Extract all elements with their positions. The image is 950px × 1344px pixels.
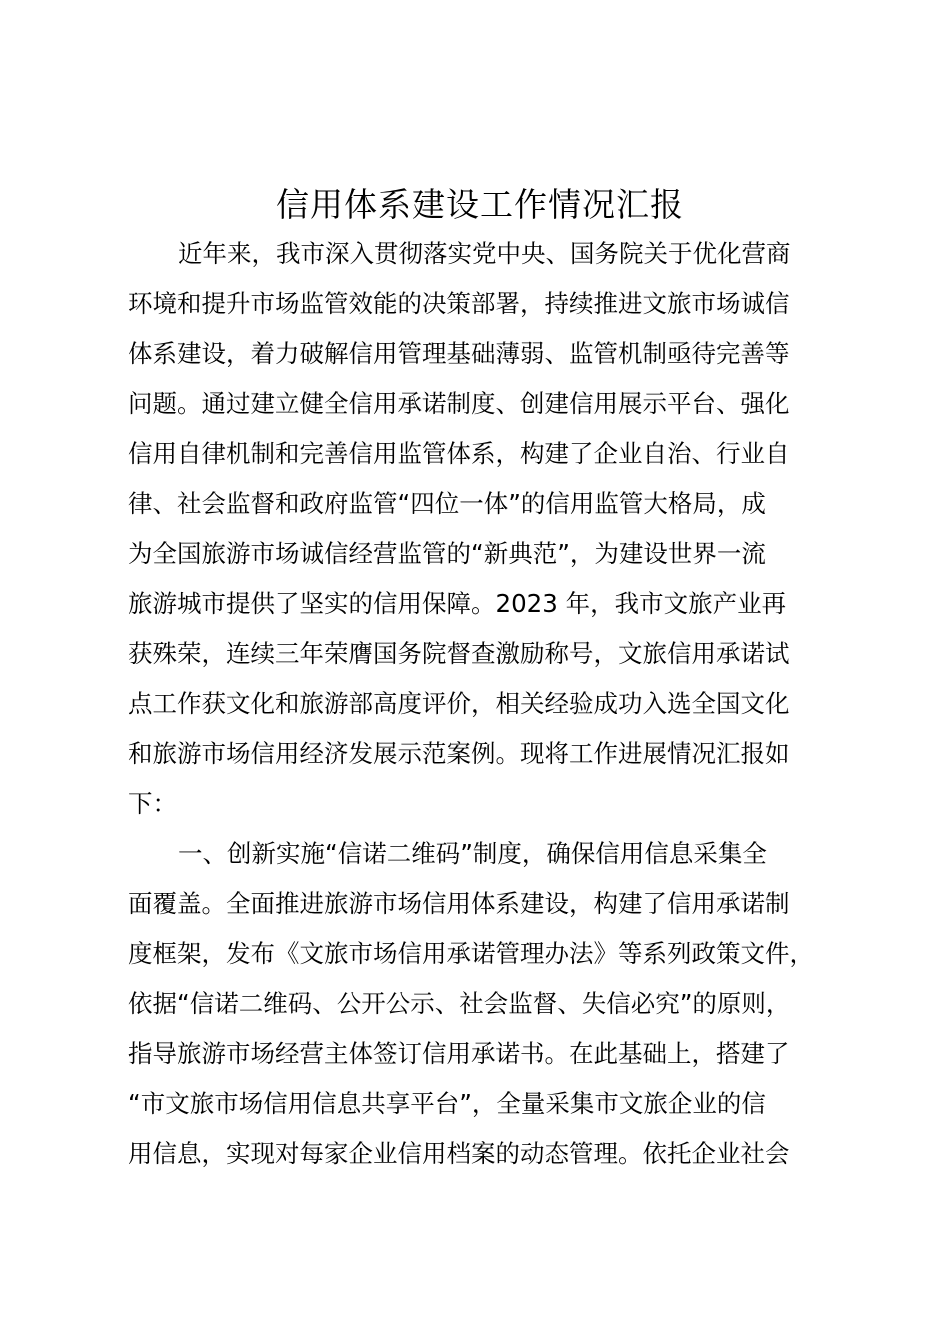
paragraph-line: 获殊荣，连续三年荣膺国务院督查激励称号，文旅信用承诺试	[128, 639, 790, 668]
paragraph-section-one	[128, 829, 833, 1179]
paragraph-line: 依据“信诺二维码、公开公示、社会监督、失信必究”的原则，	[128, 989, 791, 1018]
paragraph-line: 问题。通过建立健全信用承诺制度、创建信用展示平台、强化	[128, 389, 790, 418]
paragraph-line: “市文旅市场信用信息共享平台”，全量采集市文旅企业的信	[128, 1089, 766, 1118]
paragraph-line: 用信息，实现对每家企业信用档案的动态管理。依托企业社会	[128, 1139, 790, 1168]
paragraph-intro	[128, 229, 833, 829]
paragraph-line: 旅游城市提供了坚实的信用保障。2023 年，我市文旅产业再	[128, 589, 787, 618]
paragraph-line: 一、创新实施“信诺二维码”制度，确保信用信息采集全	[178, 839, 767, 868]
paragraph-line: 律、社会监督和政府监管“四位一体”的信用监管大格局，成	[128, 489, 766, 518]
paragraph-line: 环境和提升市场监管效能的决策部署，持续推进文旅市场诚信	[128, 289, 790, 318]
paragraph-line: 下：	[128, 789, 177, 818]
paragraph-line: 为全国旅游市场诚信经营监管的“新典范”，为建设世界一流	[128, 539, 766, 568]
document-title: 信用体系建设工作情况汇报	[276, 185, 684, 224]
paragraph-line: 信用自律机制和完善信用监管体系，构建了企业自治、行业自	[128, 439, 790, 468]
paragraph-line: 和旅游市场信用经济发展示范案例。现将工作进展情况汇报如	[128, 739, 790, 768]
paragraph-line: 点工作获文化和旅游部高度评价，相关经验成功入选全国文化	[128, 689, 790, 718]
paragraph-line: 近年来，我市深入贯彻落实党中央、国务院关于优化营商	[178, 239, 791, 268]
paragraph-line: 体系建设，着力破解信用管理基础薄弱、监管机制亟待完善等	[128, 339, 790, 368]
paragraph-line: 指导旅游市场经营主体签订信用承诺书。在此基础上，搭建了	[128, 1039, 790, 1068]
paragraph-line: 面覆盖。全面推进旅游市场信用体系建设，构建了信用承诺制	[128, 889, 790, 918]
paragraph-line: 度框架，发布《文旅市场信用承诺管理办法》等系列政策文件，	[128, 939, 814, 968]
